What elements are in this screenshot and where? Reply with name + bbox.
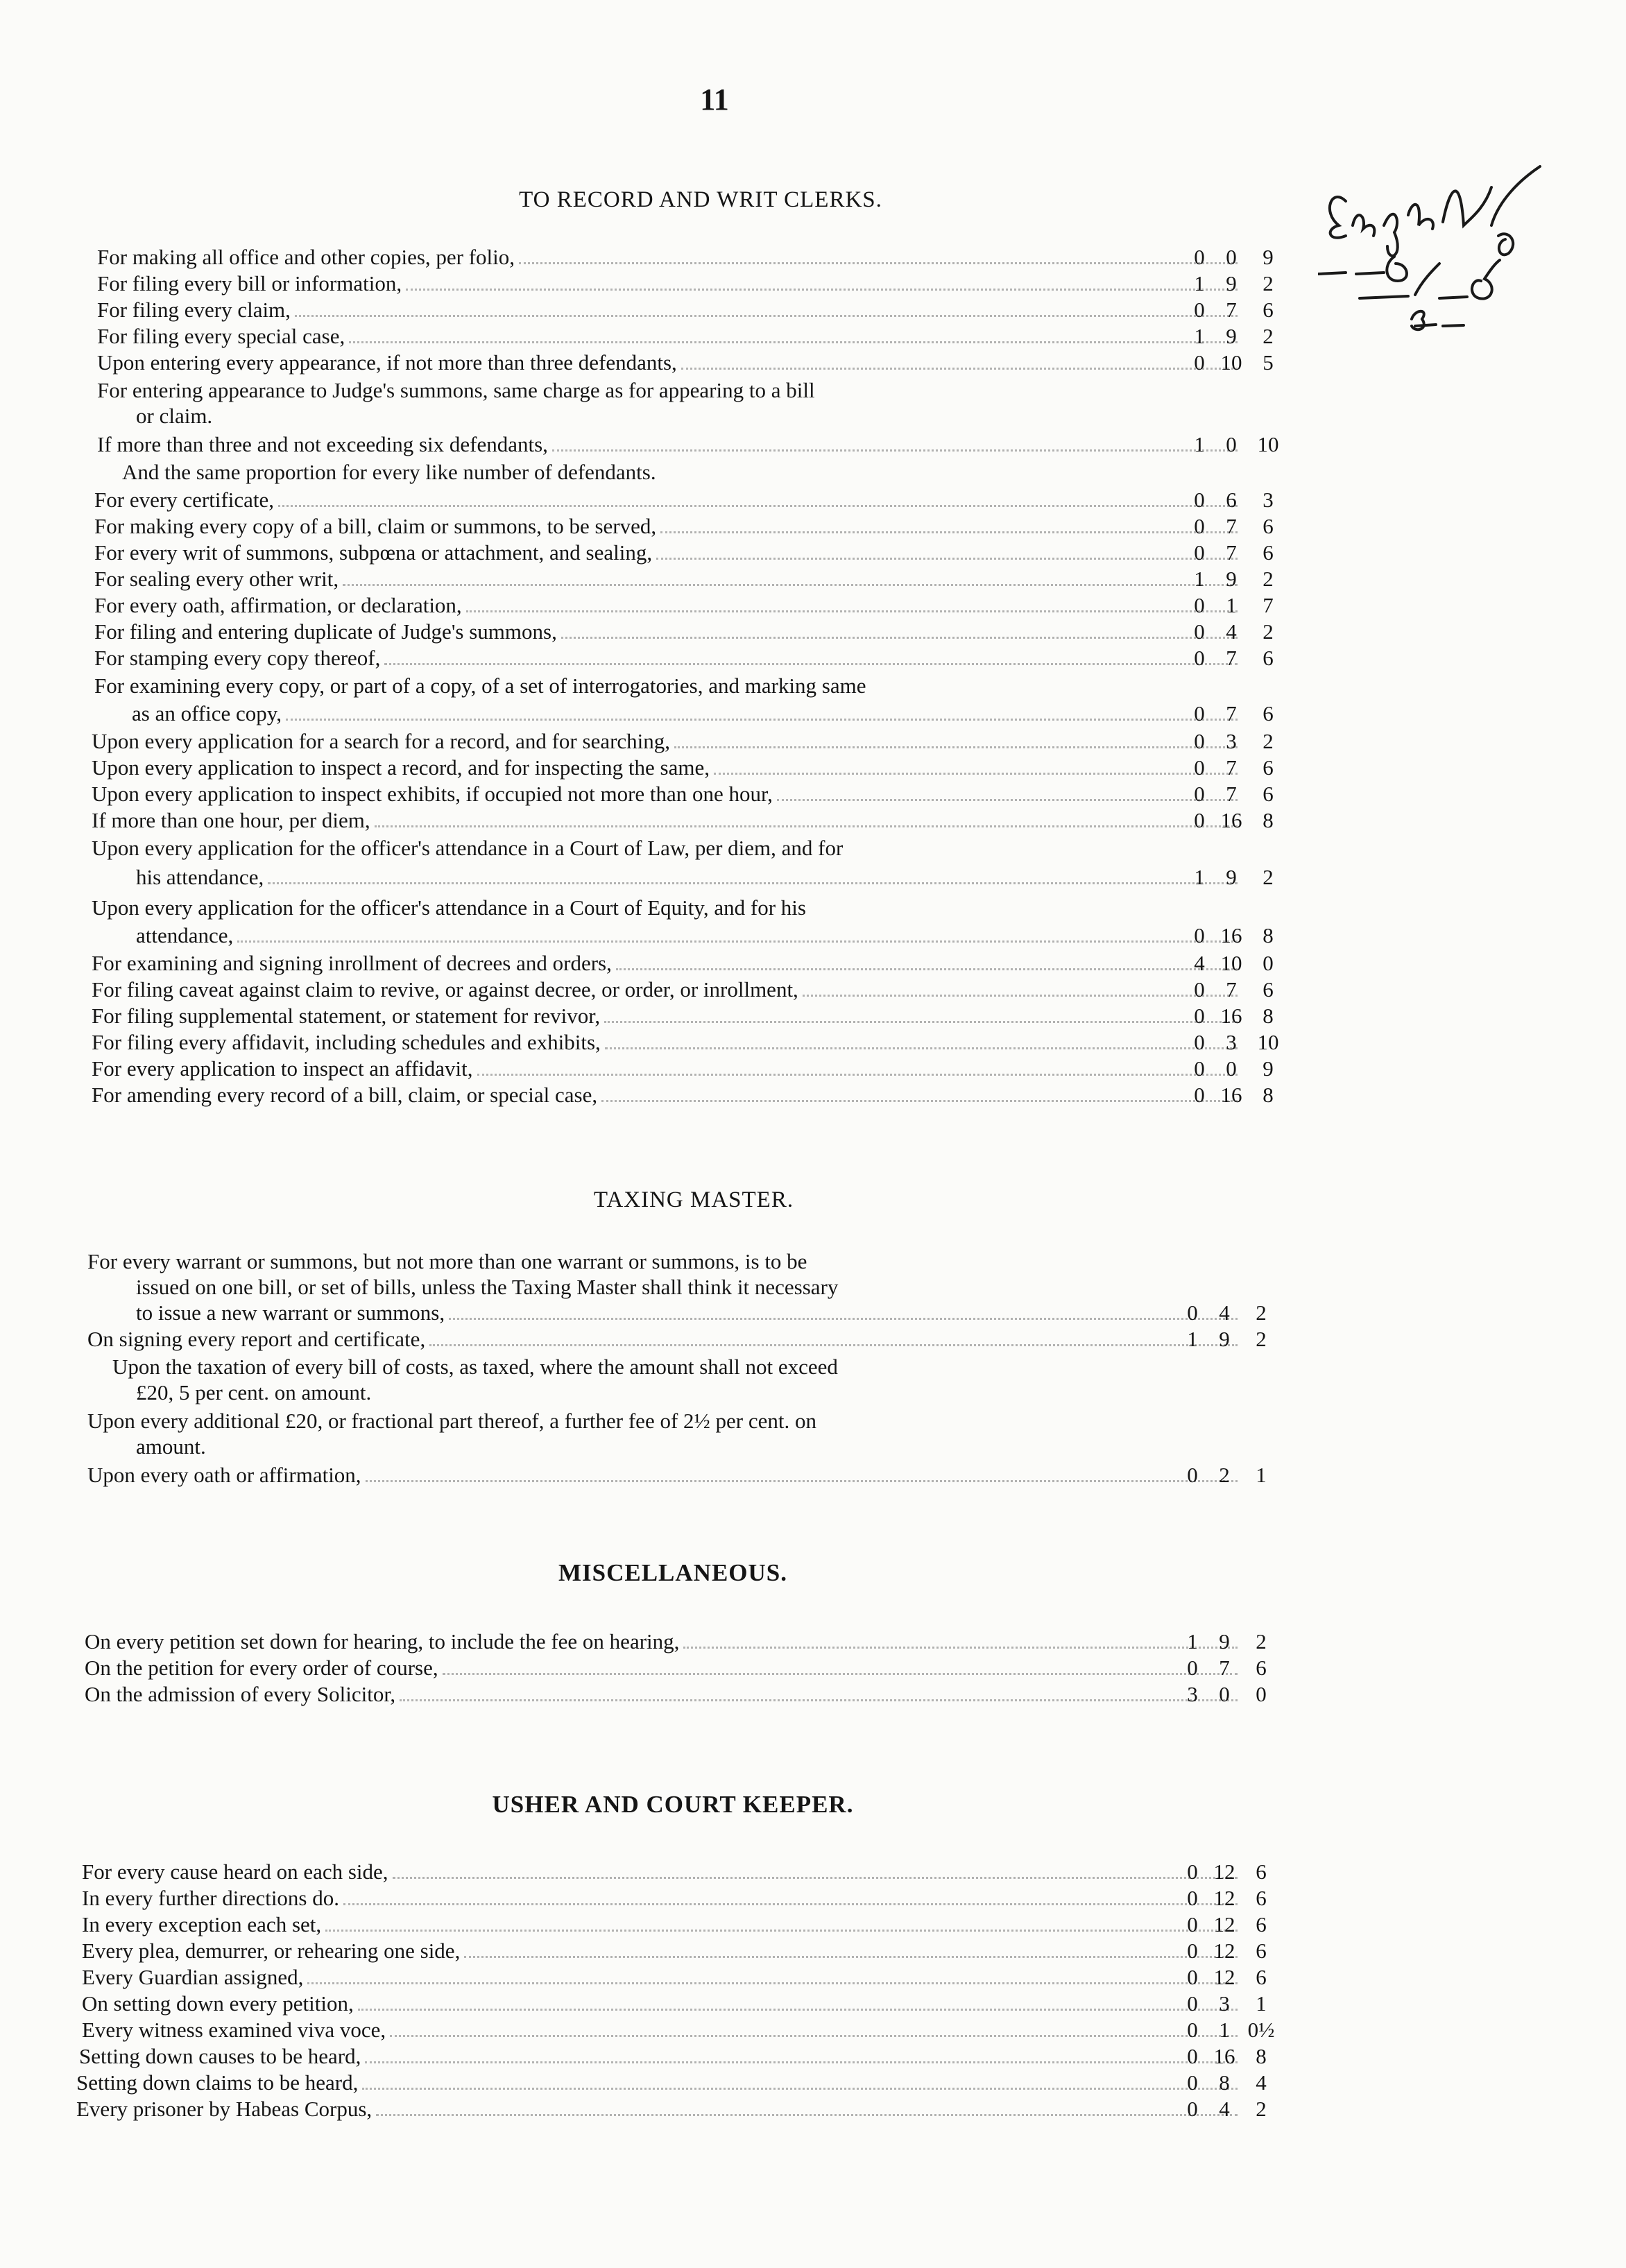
pence: 6 (1256, 1965, 1267, 1989)
fee-description: On the petition for every order of course, (85, 1656, 438, 1680)
pounds: 0 (1194, 350, 1205, 375)
fee-row (92, 1029, 1279, 1056)
shillings: 3 (1219, 1991, 1230, 2016)
shillings: 12 (1213, 1939, 1235, 1963)
pounds: 0 (1187, 1991, 1198, 2016)
fee-row (92, 1003, 1274, 1029)
shillings: 0 (1219, 1682, 1230, 1706)
fee-description: For every warrant or summons, but not more than one warrant or summons, is to be (87, 1249, 807, 1273)
shillings: 4 (1226, 619, 1237, 644)
shillings: 9 (1226, 271, 1237, 295)
pounds: 0 (1194, 540, 1205, 565)
pounds: 1 (1194, 567, 1205, 591)
shillings: 10 (1220, 951, 1242, 975)
pence: 0 (1263, 951, 1274, 975)
fee-row (136, 922, 1274, 949)
pence: 0 (1256, 1682, 1267, 1706)
fee-row (94, 566, 1274, 592)
pence: 2 (1263, 865, 1274, 889)
pence: 9 (1263, 1056, 1274, 1081)
fee-row (94, 513, 1274, 540)
section-title-usher-court-keeper: USHER AND COURT KEEPER. (492, 1791, 854, 1818)
pence: 6 (1256, 1939, 1267, 1963)
fee-row (82, 1859, 1267, 1885)
fee-row (136, 864, 1274, 891)
pence: 6 (1256, 1912, 1267, 1936)
fee-description: For every cause heard on each side, (82, 1859, 388, 1884)
pounds: 1 (1194, 865, 1205, 889)
fee-row (87, 1462, 1267, 1488)
shillings: 7 (1226, 782, 1237, 806)
shillings: 7 (1226, 701, 1237, 725)
fee-description: On every petition set down for hearing, to include the fee on hearing, (85, 1629, 680, 1653)
fee-row (92, 977, 1274, 1003)
fee-row (94, 619, 1274, 645)
shillings: 8 (1219, 2070, 1230, 2095)
fee-description: For stamping every copy thereof, (94, 646, 381, 670)
pounds: 1 (1194, 324, 1205, 348)
pence: 2 (1263, 619, 1274, 644)
fee-description: For filing supplemental statement, or statement for revivor, (92, 1004, 601, 1028)
fee-description: If more than three and not exceeding six defendants, (97, 432, 548, 456)
pounds: 0 (1187, 1656, 1198, 1680)
fee-description: For amending every record of a bill, claim, or special case, (92, 1083, 598, 1107)
fee-description: Upon every application to inspect exhibits, if occupied not more than one hour, (92, 782, 773, 806)
shillings: 16 (1213, 2044, 1235, 2068)
pence: 10 (1257, 432, 1279, 456)
fee-description: On signing every report and certificate, (87, 1327, 426, 1351)
pence: 3 (1263, 488, 1274, 512)
shillings: 16 (1220, 1004, 1242, 1028)
fee-row (82, 1912, 1267, 1938)
pounds: 0 (1187, 1300, 1198, 1325)
fee-description: For every certificate, (94, 488, 275, 512)
shillings: 7 (1226, 977, 1237, 1002)
fee-row (92, 781, 1274, 807)
shillings: 7 (1226, 540, 1237, 565)
pence: 2 (1256, 1300, 1267, 1325)
pence: 8 (1263, 1083, 1274, 1107)
fee-description: Setting down claims to be heard, (76, 2070, 359, 2095)
pounds: 0 (1187, 1463, 1198, 1487)
fee-row (97, 323, 1274, 350)
pounds: 0 (1194, 1030, 1205, 1054)
pounds: 0 (1194, 782, 1205, 806)
fee-row (94, 592, 1274, 619)
fee-description: Every witness examined viva voce, (82, 2018, 386, 2042)
shillings: 9 (1226, 865, 1237, 889)
pence: 1 (1256, 1991, 1267, 2016)
fee-description: For filing every claim, (97, 298, 291, 322)
pounds: 3 (1187, 1682, 1198, 1706)
pence: 2 (1263, 324, 1274, 348)
fee-row (92, 1082, 1274, 1108)
pence: 2 (1256, 2097, 1267, 2121)
fee-description: Upon every application to inspect a record, and for inspecting the same, (92, 755, 710, 780)
fee-description: If more than one hour, per diem, (92, 808, 370, 832)
pence: 7 (1263, 593, 1274, 617)
fee-row (97, 297, 1274, 323)
pence: 6 (1263, 782, 1274, 806)
fee-description: Upon every additional £20, or fractional part thereof, a further fee of 2½ per cent. on (87, 1409, 816, 1433)
fee-description-continued: attendance, (136, 923, 234, 947)
fee-description-continued: to issue a new warrant or summons, (136, 1300, 445, 1325)
fee-row (76, 2096, 1267, 2122)
pounds: 0 (1194, 593, 1205, 617)
fee-description: Upon every application for the officer's attendance in a Court of Equity, and for his (92, 895, 806, 920)
shillings: 9 (1219, 1327, 1230, 1351)
pounds: 0 (1194, 245, 1205, 269)
pence: 8 (1263, 1004, 1274, 1028)
fee-description: For entering appearance to Judge's summons, same charge as for appearing to a bill (97, 378, 815, 402)
fee-description: For examining every copy, or part of a copy, of a set of interrogatories, and marking same (94, 673, 866, 698)
fee-note: And the same proportion for every like number of defendants. (122, 460, 656, 484)
shillings: 7 (1226, 514, 1237, 538)
section-title-taxing-master: TAXING MASTER. (593, 1187, 794, 1212)
fee-description: In every further directions do. (82, 1886, 340, 1910)
shillings: 4 (1219, 1300, 1230, 1325)
pence: 0½ (1247, 2018, 1275, 2042)
pounds: 0 (1194, 1004, 1205, 1028)
pounds: 1 (1187, 1629, 1198, 1653)
fee-description: For filing every bill or information, (97, 271, 402, 295)
pounds: 0 (1194, 923, 1205, 947)
shillings: 0 (1226, 245, 1237, 269)
shillings: 9 (1226, 567, 1237, 591)
pence: 10 (1257, 1030, 1279, 1054)
pence: 2 (1263, 567, 1274, 591)
fee-row (76, 2070, 1267, 2096)
pounds: 0 (1187, 1912, 1198, 1936)
pounds: 0 (1194, 298, 1205, 322)
shillings: 9 (1219, 1629, 1230, 1653)
shillings: 0 (1226, 432, 1237, 456)
shillings: 12 (1213, 1859, 1235, 1884)
shillings: 16 (1220, 808, 1242, 832)
fee-description: For filing every affidavit, including schedules and exhibits, (92, 1030, 601, 1054)
shillings: 7 (1219, 1656, 1230, 1680)
fee-row (92, 728, 1274, 755)
pounds: 0 (1194, 619, 1205, 644)
fee-description: For sealing every other writ, (94, 567, 339, 591)
pounds: 0 (1194, 514, 1205, 538)
shillings: 12 (1213, 1965, 1235, 1989)
fee-row (82, 1991, 1267, 2017)
pounds: 0 (1187, 1886, 1198, 1910)
pence: 9 (1263, 245, 1274, 269)
fee-row (94, 645, 1274, 671)
fee-description: Upon entering every appearance, if not more than three defendants, (97, 350, 677, 375)
pounds: 0 (1187, 2044, 1198, 2068)
pounds: 0 (1194, 977, 1205, 1002)
fee-description: On the admission of every Solicitor, (85, 1682, 396, 1706)
fee-row (85, 1629, 1267, 1655)
pence: 6 (1263, 646, 1274, 670)
fee-description-continued: £20, 5 per cent. on amount. (136, 1380, 372, 1404)
pounds: 0 (1187, 1859, 1198, 1884)
shillings: 4 (1219, 2097, 1230, 2121)
fee-description: On setting down every petition, (82, 1991, 354, 2016)
pence: 6 (1263, 514, 1274, 538)
fee-row (92, 1056, 1274, 1082)
fee-description: For filing caveat against claim to revive, or against decree, or order, or inrollment, (92, 977, 798, 1002)
pounds: 0 (1194, 755, 1205, 780)
pence: 6 (1263, 701, 1274, 725)
fee-description: In every exception each set, (82, 1912, 322, 1936)
shillings: 12 (1213, 1912, 1235, 1936)
shillings: 3 (1226, 1030, 1237, 1054)
pence: 8 (1263, 923, 1274, 947)
pence: 4 (1256, 2070, 1267, 2095)
pence: 1 (1256, 1463, 1267, 1487)
pence: 6 (1263, 755, 1274, 780)
pounds: 1 (1187, 1327, 1198, 1351)
pence: 2 (1263, 729, 1274, 753)
fee-description: Setting down causes to be heard, (79, 2044, 361, 2068)
shillings: 16 (1220, 1083, 1242, 1107)
pence: 2 (1256, 1327, 1267, 1351)
shillings: 9 (1226, 324, 1237, 348)
pounds: 0 (1194, 729, 1205, 753)
pence: 6 (1256, 1886, 1267, 1910)
fee-description: For filing and entering duplicate of Judge's summons, (94, 619, 557, 644)
fee-description: Every prisoner by Habeas Corpus, (76, 2097, 373, 2121)
fee-row (97, 270, 1274, 297)
shillings: 7 (1226, 755, 1237, 780)
fee-description: Upon every application for the officer's attendance in a Court of Law, per diem, and for (92, 836, 844, 860)
fee-row (87, 1326, 1267, 1352)
fee-row (132, 701, 1274, 727)
fee-row (92, 950, 1274, 977)
fee-description: Every plea, demurrer, or rehearing one side, (82, 1939, 461, 1963)
pounds: 0 (1187, 2018, 1198, 2042)
fee-description-continued: amount. (136, 1434, 206, 1459)
shillings: 7 (1226, 298, 1237, 322)
fee-description: Upon the taxation of every bill of costs, as taxed, where the amount shall not exceed (112, 1355, 838, 1379)
page-number: 11 (700, 83, 729, 117)
fee-description: For every oath, affirmation, or declaration, (94, 593, 462, 617)
pounds: 0 (1187, 2097, 1198, 2121)
fee-row (82, 1938, 1267, 1964)
pounds: 0 (1194, 1056, 1205, 1081)
pounds: 0 (1194, 488, 1205, 512)
fee-description-continued: as an office copy, (132, 701, 282, 725)
fee-description-continued: or claim. (136, 404, 213, 428)
fee-row (79, 2043, 1267, 2070)
shillings: 12 (1213, 1886, 1235, 1910)
pence: 2 (1263, 271, 1274, 295)
pounds: 4 (1194, 951, 1205, 975)
fee-row (92, 807, 1274, 834)
pounds: 0 (1194, 646, 1205, 670)
fee-row (85, 1655, 1267, 1681)
fee-row (136, 1300, 1267, 1326)
fee-row (82, 2017, 1275, 2043)
section-title-record-writ: TO RECORD AND WRIT CLERKS. (519, 187, 882, 212)
fee-row (97, 431, 1279, 458)
pounds: 0 (1187, 2070, 1198, 2095)
fee-row (97, 244, 1274, 270)
shillings: 7 (1226, 646, 1237, 670)
fee-description: For filing every special case, (97, 324, 345, 348)
pence: 8 (1263, 808, 1274, 832)
pence: 5 (1263, 350, 1274, 375)
pounds: 0 (1194, 1083, 1205, 1107)
fee-description: For making all office and other copies, per folio, (97, 245, 515, 269)
shillings: 1 (1219, 2018, 1230, 2042)
fee-description: For every application to inspect an affidavit, (92, 1056, 473, 1081)
pence: 6 (1263, 977, 1274, 1002)
shillings: 10 (1220, 350, 1242, 375)
pence: 6 (1263, 298, 1274, 322)
pence: 6 (1263, 540, 1274, 565)
fee-row (94, 487, 1274, 513)
fee-row (82, 1885, 1267, 1912)
pounds: 0 (1194, 701, 1205, 725)
fee-description: For every writ of summons, subpœna or attachment, and sealing, (94, 540, 653, 565)
fee-description: Upon every application for a search for a record, and for searching, (92, 729, 671, 753)
fee-description: Upon every oath or affirmation, (87, 1463, 361, 1487)
fee-row (85, 1681, 1267, 1708)
fee-description: Every Guardian assigned, (82, 1965, 304, 1989)
pounds: 0 (1194, 808, 1205, 832)
fee-description-continued: his attendance, (136, 865, 264, 889)
pence: 6 (1256, 1656, 1267, 1680)
pounds: 0 (1187, 1939, 1198, 1963)
pence: 6 (1256, 1859, 1267, 1884)
fee-row (97, 350, 1274, 376)
shillings: 6 (1226, 488, 1237, 512)
handwritten-annotation (1318, 160, 1568, 333)
fee-row (82, 1964, 1267, 1991)
shillings: 0 (1226, 1056, 1237, 1081)
shillings: 1 (1226, 593, 1237, 617)
shillings: 3 (1226, 729, 1237, 753)
pence: 2 (1256, 1629, 1267, 1653)
pounds: 1 (1194, 271, 1205, 295)
fee-row (94, 540, 1274, 566)
pounds: 1 (1194, 432, 1205, 456)
shillings: 16 (1220, 923, 1242, 947)
pounds: 0 (1187, 1965, 1198, 1989)
shillings: 2 (1219, 1463, 1230, 1487)
section-title-miscellaneous: MISCELLANEOUS. (558, 1559, 788, 1586)
fee-description: For making every copy of a bill, claim or summons, to be served, (94, 514, 657, 538)
fee-description: For examining and signing inrollment of decrees and orders, (92, 951, 612, 975)
fee-description-continued: issued on one bill, or set of bills, unless the Taxing Master shall think it necessary (136, 1275, 839, 1299)
pence: 8 (1256, 2044, 1267, 2068)
fee-row (92, 755, 1274, 781)
